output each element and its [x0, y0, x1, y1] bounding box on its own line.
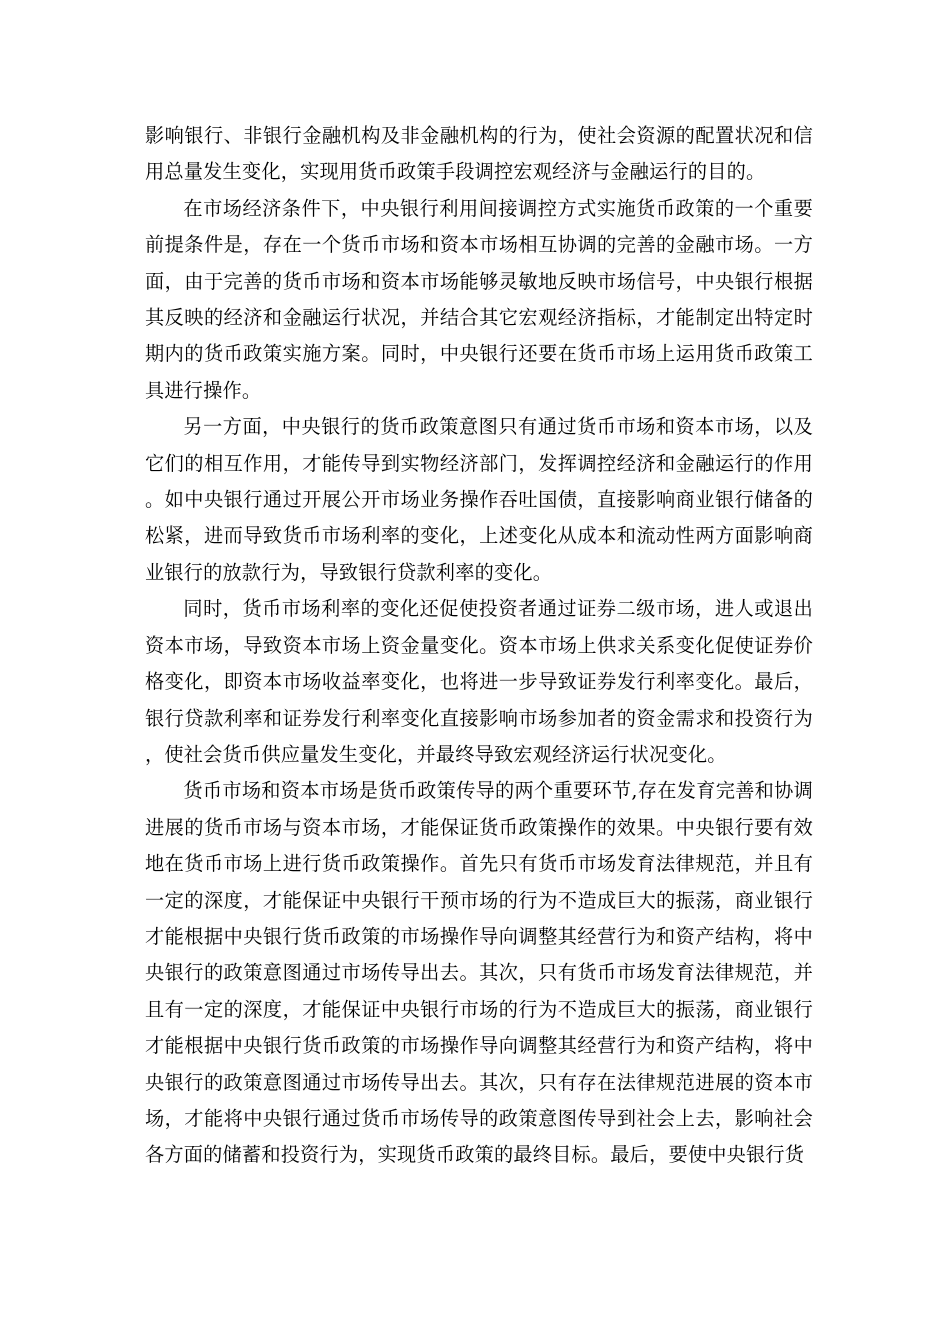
- paragraph-3: 另一方面，中央银行的货币政策意图只有通过货币市场和资本市场，以及它们的相互作用，才能传导到实物经济部门，发挥调控经济和金融运行的作用。如中央银行通过开展公开市场业务操作吞吐国债，直接影响商业银行储备的松紧，进而导致货币市场利率的变化，上述变化从成本和流动性两方面影响商业银行的放款行为，导致银行贷款利率的变化。: [145, 415, 813, 584]
- paragraph-5: 货币市场和资本市场是货币政策传导的两个重要环节,存在发育完善和协调进展的货币市场与资本市场，才能保证货币政策操作的效果。中央银行要有效地在货币市场上进行货币政策操作。首先只有货币市场发育法律规范，并且有一定的深度，才能保证中央银行干预市场的行为不造成巨大的振荡，商业银行才能根据中央银行货币政策的市场操作导向调整其经营行为和资产结构，将中央银行的政策意图通过市场传导出去。其次，只有货币市场发育法律规范，并且有一定的深度，才能保证中央银行市场的行为不造成巨大的振荡，商业银行才能根据中央银行货币政策的市场操作导向调整其经营行为和资产结构，将中央银行的政策意图通过市场传导出去。其次，只有存在法律规范进展的资本市场，才能将中央银行通过货币市场传导的政策意图传导到社会上去，影响社会各方面的储蓄和投资行为，实现货币政策的最终目标。最后，要使中央银行货: [145, 779, 813, 1167]
- paragraph-1: 影响银行、非银行金融机构及非金融机构的行为，使社会资源的配置状况和信用总量发生变化，实现用货币政策手段调控宏观经济与金融运行的目的。: [145, 124, 813, 184]
- document-body: [145, 118, 813, 1174]
- paragraph-4: 同时，货币市场利率的变化还促使投资者通过证券二级市场，进人或退出资本市场，导致资本市场上资金量变化。资本市场上供求关系变化促使证券价格变化，即资本市场收益率变化，也将进一步导致证券发行利率变化。最后，银行贷款利率和证券发行利率变化直接影响市场参加者的资金需求和投资行为，使社会货币供应量发生变化，并最终导致宏观经济运行状况变化。: [145, 597, 813, 766]
- paragraph-2: 在市场经济条件下，中央银行利用间接调控方式实施货币政策的一个重要前提条件是，存在一个货币市场和资本市场相互协调的完善的金融市场。一方面，由于完善的货币市场和资本市场能够灵敏地反映市场信号，中央银行根据其反映的经济和金融运行状况，并结合其它宏观经济指标，才能制定出特定时期内的货币政策实施方案。同时，中央银行还要在货币市场上运用货币政策工具进行操作。: [145, 196, 813, 402]
